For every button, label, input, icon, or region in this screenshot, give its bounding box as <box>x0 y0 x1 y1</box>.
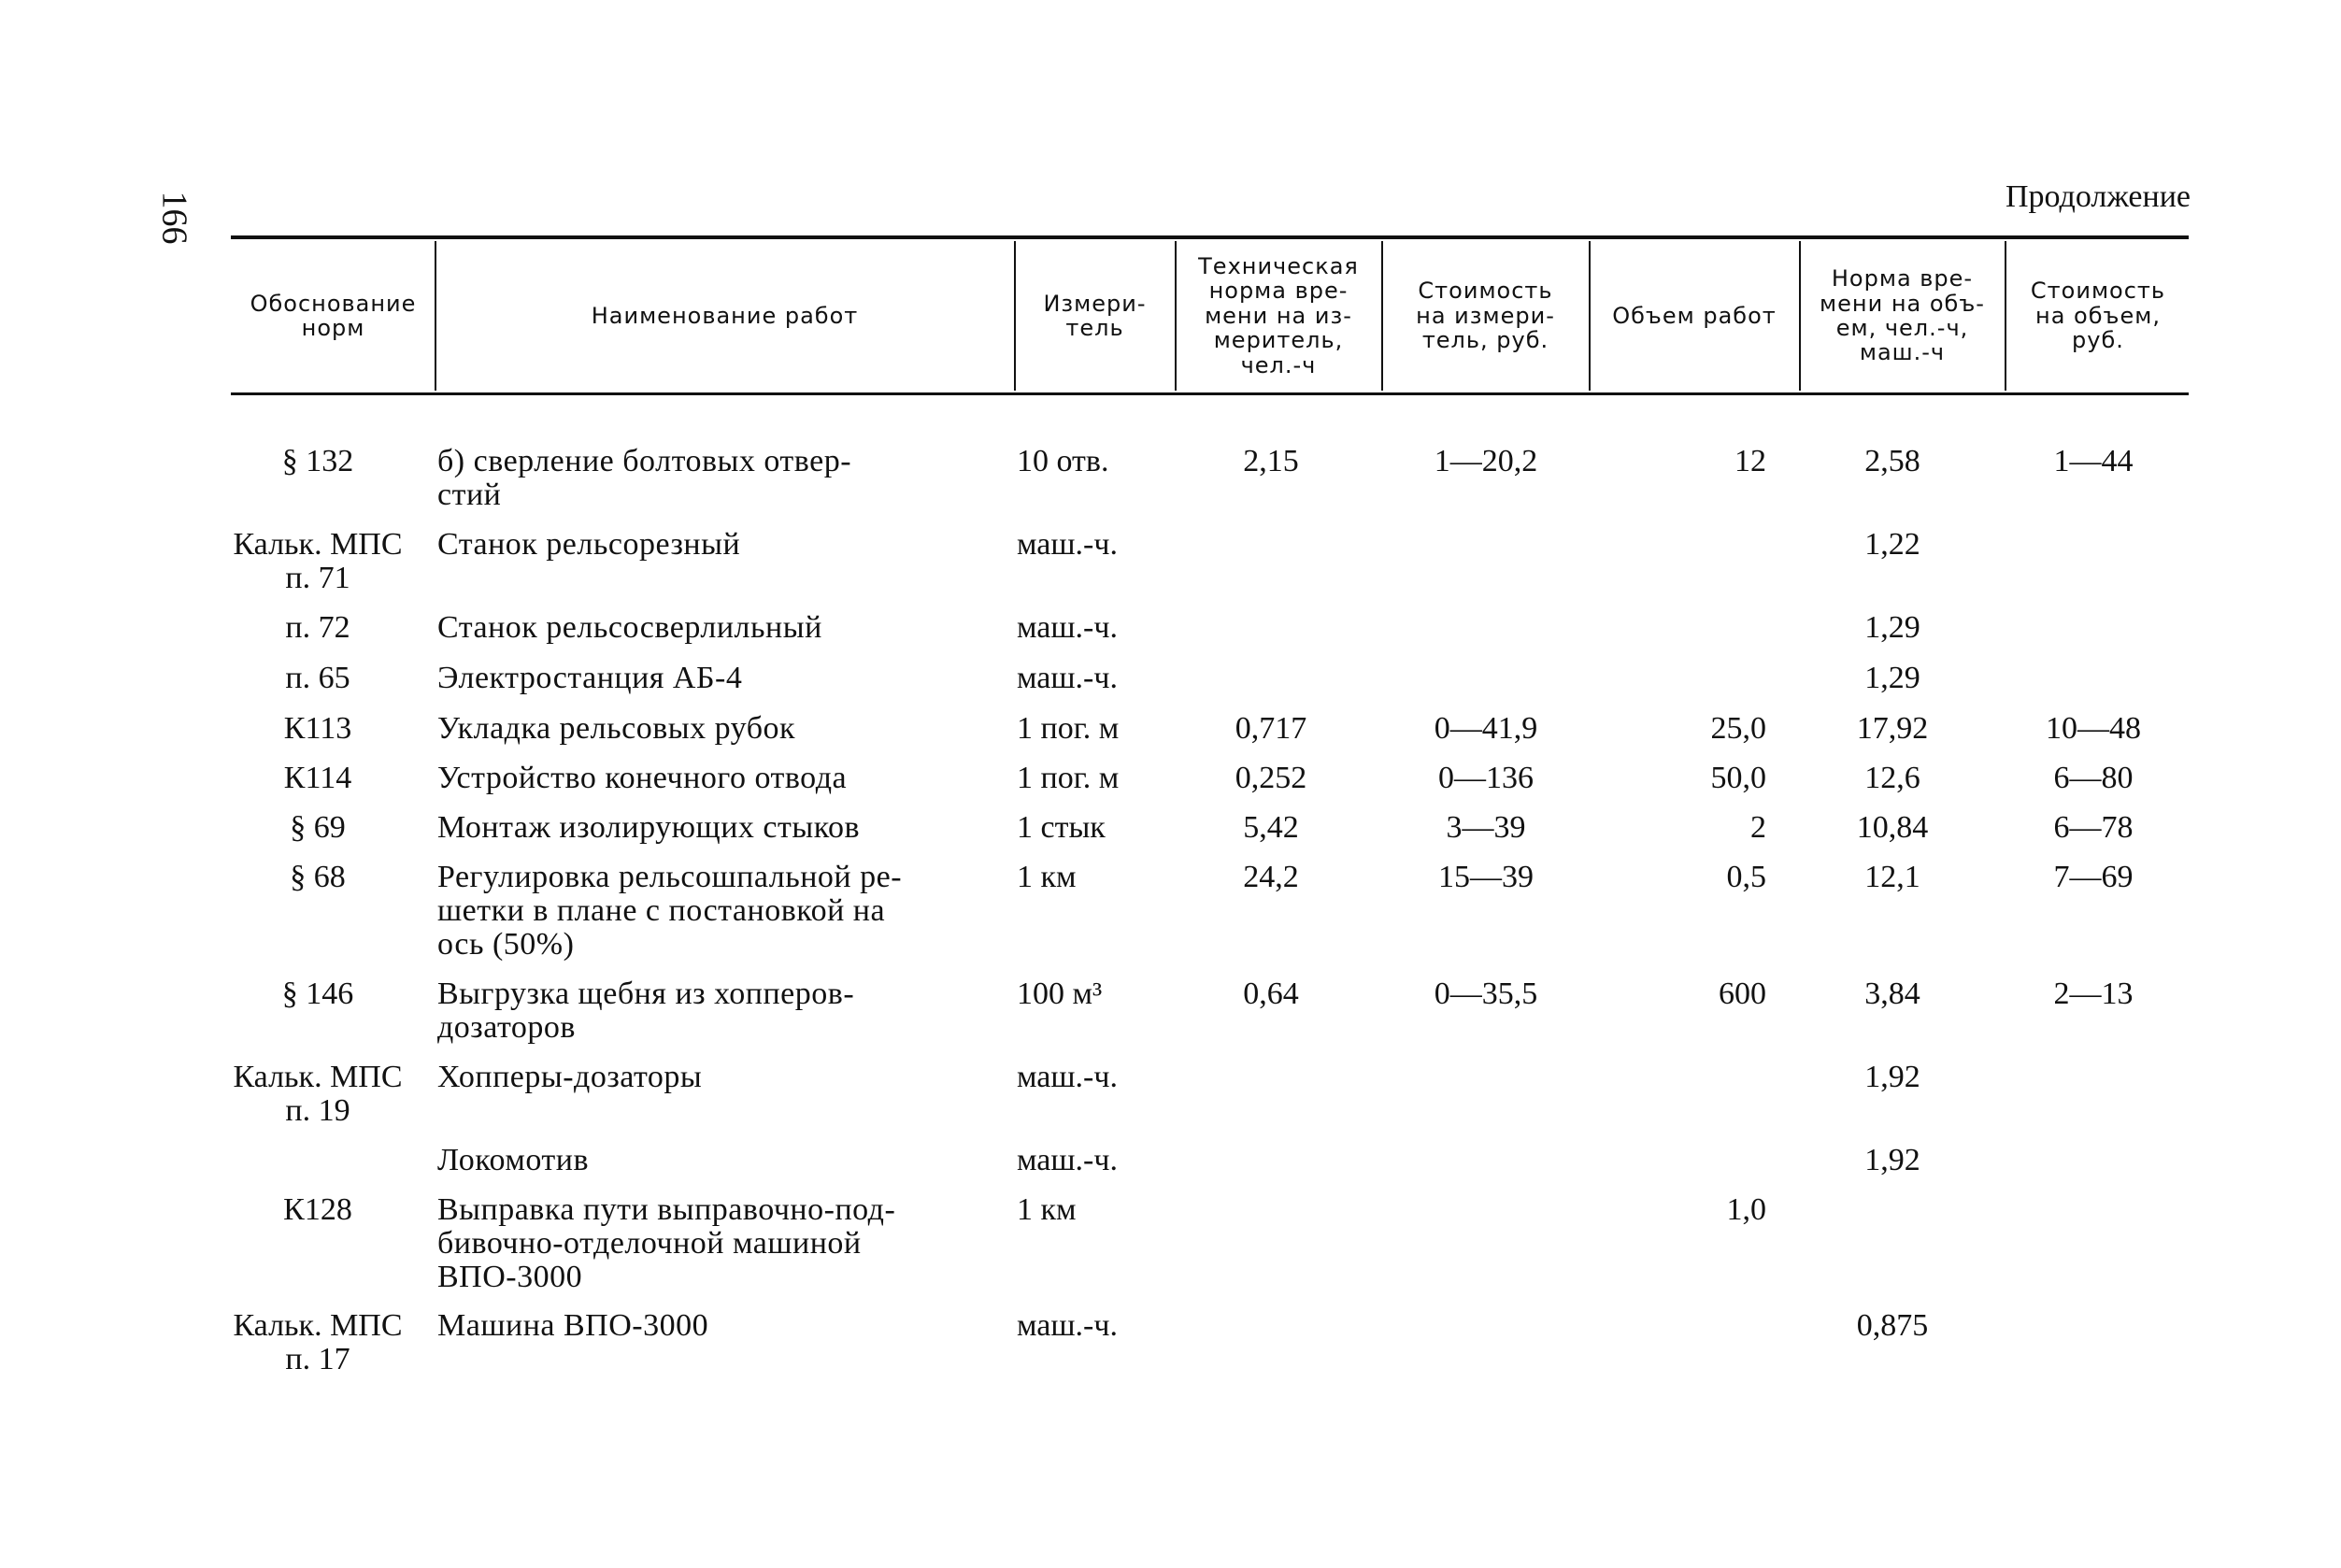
cell-name: Выправка пути выправочно-под- бивочно-отделочной машиной ВПО-3000 <box>437 1192 896 1294</box>
cell-volume: 25,0 <box>1710 711 1766 746</box>
header-name: Наименование работ <box>591 302 859 329</box>
table-row <box>0 712 2341 762</box>
cell-unit: маш.-ч. <box>1017 610 1118 645</box>
cell-name: Электростанция АБ-4 <box>437 661 743 695</box>
cell-unit: 10 отв. <box>1017 444 1109 478</box>
cell-cost-volume: 2—13 <box>2053 976 2134 1011</box>
cell-cost-per-unit: 1—20,2 <box>1434 444 1538 478</box>
cell-name: Станок рельсорезный <box>437 527 741 562</box>
column-separator <box>2005 241 2006 391</box>
cell-tech-norm: 2,15 <box>1243 444 1299 478</box>
cell-cost-per-unit: 0—136 <box>1438 761 1534 795</box>
cell-norm-volume: 1,22 <box>1864 527 1920 562</box>
continuation-label: Продолжение <box>2005 179 2191 214</box>
cell-unit: 1 км <box>1017 1192 1077 1227</box>
cell-unit: маш.-ч. <box>1017 1308 1118 1343</box>
cell-basis: § 132 <box>281 444 354 478</box>
cell-norm-volume: 1,29 <box>1864 610 1920 645</box>
header-volume: Объем работ <box>1612 302 1777 329</box>
cell-basis: Кальк. МПС п. 71 <box>233 527 403 595</box>
cell-unit: 1 пог. м <box>1017 711 1120 746</box>
table-row <box>0 1309 2341 1392</box>
cell-basis: п. 65 <box>285 661 350 695</box>
table-row <box>0 1144 2341 1193</box>
cell-unit: 100 м³ <box>1017 976 1103 1011</box>
cell-name: Монтаж изолирующих стыков <box>437 810 861 845</box>
cell-norm-volume: 1,92 <box>1864 1143 1920 1177</box>
cell-unit: 1 км <box>1017 860 1077 894</box>
cell-norm-volume: 0,875 <box>1856 1308 1929 1343</box>
table-row <box>0 762 2341 811</box>
table-row <box>0 861 2341 977</box>
cell-norm-volume: 3,84 <box>1864 976 1920 1011</box>
cell-tech-norm: 0,252 <box>1235 761 1307 795</box>
table-row <box>0 445 2341 528</box>
table-row <box>0 977 2341 1061</box>
cell-cost-volume: 10—48 <box>2046 711 2141 746</box>
header-unit: Измери- тель <box>1043 290 1147 341</box>
cell-basis: § 68 <box>290 860 346 894</box>
cell-name: Хопперы-дозаторы <box>437 1060 703 1094</box>
cell-name: Устройство конечного отвода <box>437 761 848 795</box>
cell-unit: 1 стык <box>1017 810 1106 845</box>
cell-cost-per-unit: 0—35,5 <box>1434 976 1538 1011</box>
cell-unit: маш.-ч. <box>1017 1060 1118 1094</box>
cell-cost-volume: 6—78 <box>2053 810 2134 845</box>
cell-tech-norm: 0,717 <box>1235 711 1307 746</box>
cell-cost-per-unit: 3—39 <box>1446 810 1526 845</box>
header-cost-per-unit: Стоимость на измери- тель, руб. <box>1416 278 1555 354</box>
column-separator <box>1589 241 1591 391</box>
cell-name: Локомотив <box>437 1143 590 1177</box>
header-norm-volume: Норма вре- мени на объ- ем, чел.-ч, маш.-ч <box>1820 265 1985 366</box>
cell-unit: маш.-ч. <box>1017 1143 1118 1177</box>
cell-norm-volume: 1,29 <box>1864 661 1920 695</box>
cell-norm-volume: 1,92 <box>1864 1060 1920 1094</box>
cell-name: Регулировка рельсошпальной ре- шетки в плане с постановкой на ось (50%) <box>437 860 903 962</box>
table-row <box>0 611 2341 662</box>
column-separator <box>1175 241 1177 391</box>
table-top-rule <box>231 235 2189 239</box>
cell-basis: п. 72 <box>285 610 350 645</box>
table-row <box>0 662 2341 712</box>
cell-norm-volume: 12,1 <box>1864 860 1920 894</box>
column-separator <box>1799 241 1801 391</box>
cell-unit: маш.-ч. <box>1017 661 1118 695</box>
cell-name: б) сверление болтовых отвер- стий <box>437 444 852 512</box>
cell-volume: 2 <box>1750 810 1766 845</box>
cell-volume: 12 <box>1734 444 1766 478</box>
table-row <box>0 1193 2341 1309</box>
cell-volume: 0,5 <box>1726 860 1766 894</box>
cell-unit: 1 пог. м <box>1017 761 1120 795</box>
cell-name: Станок рельсосверлильный <box>437 610 822 645</box>
column-separator <box>435 241 436 391</box>
cell-norm-volume: 12,6 <box>1864 761 1920 795</box>
page-number: 166 <box>154 191 194 245</box>
cell-name: Выгрузка щебня из хопперов- дозаторов <box>437 976 855 1045</box>
cell-norm-volume: 2,58 <box>1864 444 1920 478</box>
table-header-bottom-rule <box>231 392 2189 395</box>
column-separator <box>1381 241 1383 391</box>
cell-name: Машина ВПО-3000 <box>437 1308 709 1343</box>
cell-tech-norm: 24,2 <box>1243 860 1299 894</box>
cell-tech-norm: 0,64 <box>1243 976 1299 1011</box>
table-row <box>0 528 2341 611</box>
header-cost-volume: Стоимость на объем, руб. <box>2030 278 2166 354</box>
cell-cost-volume: 6—80 <box>2053 761 2134 795</box>
cell-volume: 50,0 <box>1710 761 1766 795</box>
cell-basis: § 69 <box>290 810 346 845</box>
cell-basis: Кальк. МПС п. 19 <box>233 1060 403 1128</box>
cell-cost-per-unit: 15—39 <box>1438 860 1534 894</box>
cell-volume: 600 <box>1719 976 1766 1011</box>
cell-unit: маш.-ч. <box>1017 527 1118 562</box>
cell-volume: 1,0 <box>1726 1192 1766 1227</box>
cell-cost-per-unit: 0—41,9 <box>1434 711 1538 746</box>
table-row <box>0 1061 2341 1144</box>
header-basis: Обоснование норм <box>250 290 417 341</box>
cell-norm-volume: 10,84 <box>1856 810 1929 845</box>
cell-tech-norm: 5,42 <box>1243 810 1299 845</box>
cell-basis: К113 <box>283 711 352 746</box>
cell-basis: К114 <box>283 761 352 795</box>
header-tech-norm: Техническая норма вре- мени на из- меритель, чел.-ч <box>1198 253 1359 378</box>
cell-name: Укладка рельсовых рубок <box>437 711 796 746</box>
cell-basis: Кальк. МПС п. 17 <box>233 1308 403 1376</box>
cell-basis: § 146 <box>281 976 354 1011</box>
cell-basis: К128 <box>283 1192 352 1227</box>
cell-cost-volume: 7—69 <box>2053 860 2134 894</box>
cell-norm-volume: 17,92 <box>1856 711 1929 746</box>
table-row <box>0 811 2341 861</box>
column-separator <box>1014 241 1016 391</box>
table-body <box>0 445 2341 1392</box>
cell-cost-volume: 1—44 <box>2053 444 2134 478</box>
